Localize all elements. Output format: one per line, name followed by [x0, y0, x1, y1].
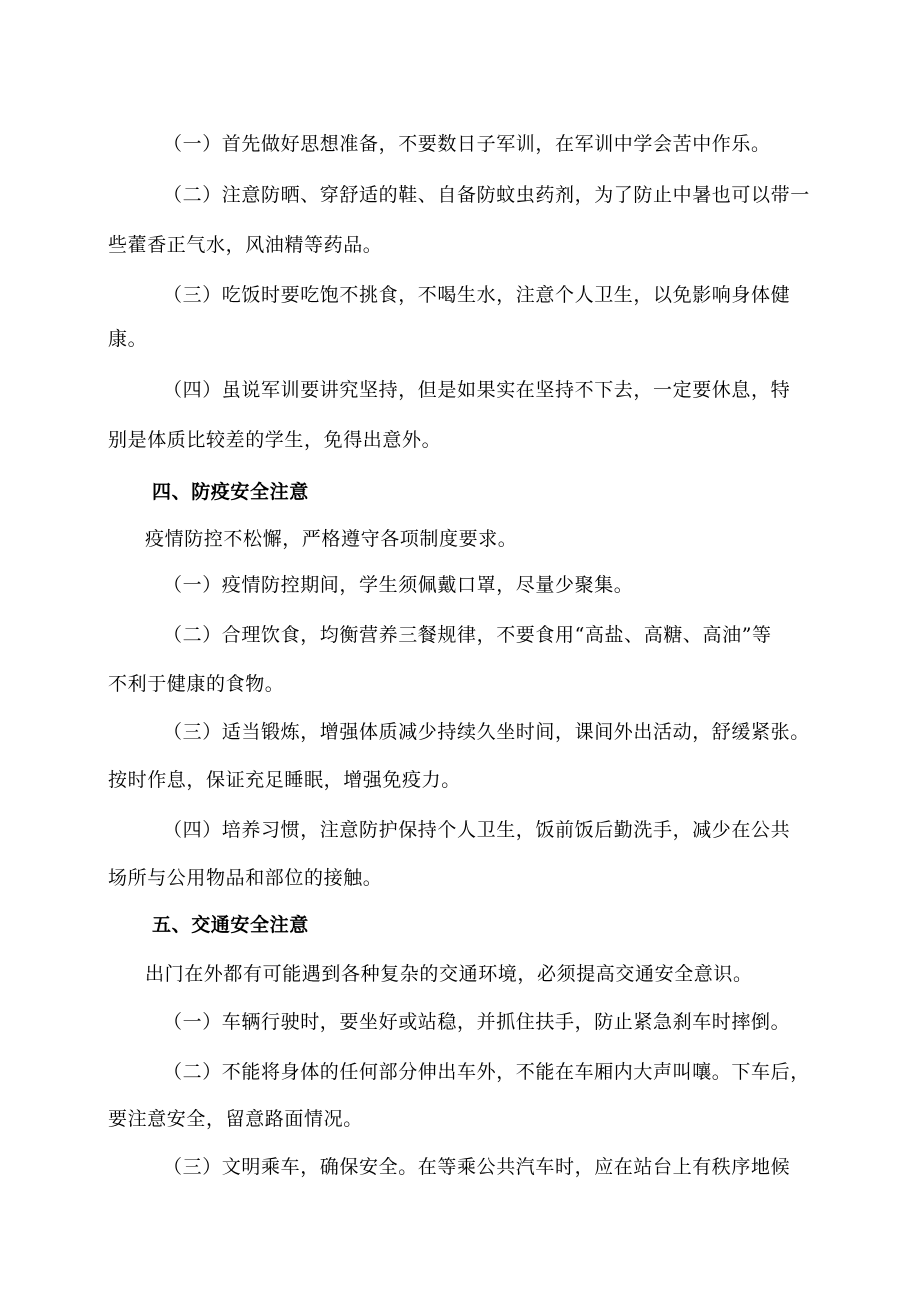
paragraph-line: （三）吃饭时要吃饱不挑食，不喝生水，注意个人卫生，以免影响身体健: [163, 284, 791, 306]
paragraph-line: 出门在外都有可能遇到各种复杂的交通环境，必须提高交通安全意识。: [145, 963, 753, 985]
paragraph-line: 要注意安全，留意路面情况。: [108, 1108, 363, 1130]
paragraph-line: 康。: [108, 328, 148, 350]
paragraph-line: 别是体质比较差的学生，免得出意外。: [108, 429, 442, 451]
paragraph-line: （二）注意防晒、穿舒适的鞋、自备防蚊虫药剂，为了防止中暑也可以带一: [163, 184, 810, 206]
section-heading: 五、交通安全注意: [152, 914, 309, 936]
paragraph-line: （二）不能将身体的任何部分伸出车外，不能在车厢内大声叫嚷。下车后，: [163, 1061, 810, 1083]
paragraph-line: （四）培养习惯，注意防护保持个人卫生，饭前饭后勤洗手，减少在公共: [163, 819, 791, 841]
paragraph-line: 按时作息，保证充足睡眠，增强免疫力。: [108, 769, 461, 791]
section-heading: 四、防疫安全注意: [152, 481, 309, 503]
paragraph-line: 疫情防控不松懈，严格遵守各项制度要求。: [145, 528, 518, 550]
paragraph-line: （四）虽说军训要讲究坚持，但是如果实在坚持不下去，一定要休息，特: [163, 379, 791, 401]
paragraph-line: 场所与公用物品和部位的接触。: [108, 867, 383, 889]
paragraph-line: 不利于健康的食物。: [108, 673, 285, 695]
paragraph-line: （一）车辆行驶时，要坐好或站稳，并抓住扶手，防止紧急刹车时摔倒。: [163, 1011, 791, 1033]
paragraph-line: （三）文明乘车，确保安全。在等乘公共汽车时，应在站台上有秩序地候: [163, 1156, 791, 1178]
paragraph-line: （三）适当锻炼，增强体质减少持续久坐时间，课间外出活动，舒缓紧张。: [163, 721, 810, 743]
paragraph-line: （一）疫情防控期间，学生须佩戴口罩，尽量少聚集。: [163, 574, 634, 596]
paragraph-line: 些藿香正气水，风油精等药品。: [108, 234, 383, 256]
paragraph-line: （二）合理饮食，均衡营养三餐规律，不要食用“高盐、高糖、高油”等: [163, 624, 772, 646]
paragraph-line: （一）首先做好思想准备，不要数日子军训，在军训中学会苦中作乐。: [163, 133, 771, 155]
